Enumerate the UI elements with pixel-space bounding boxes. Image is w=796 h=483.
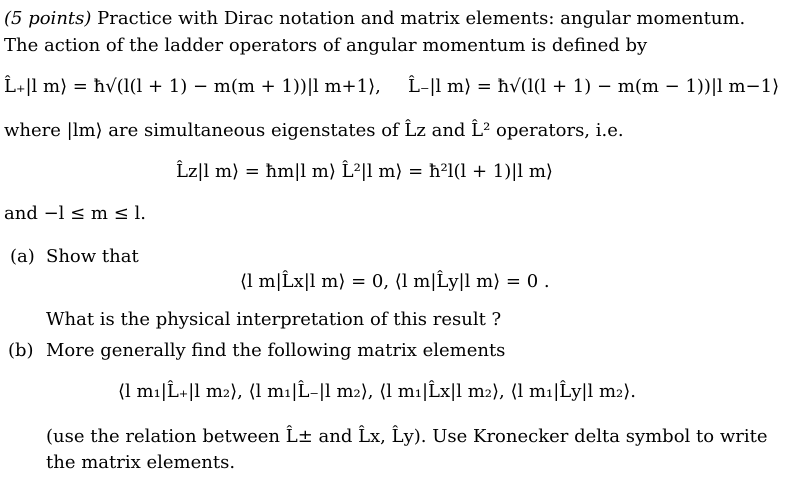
part-a-question: What is the physical interpretation of this result ? bbox=[46, 309, 502, 330]
range-text: and −l ≤ m ≤ l. bbox=[4, 203, 147, 224]
part-b-equation: ⟨l m₁|L̂₊|l m₂⟩, ⟨l m₁|L̂₋|l m₂⟩, ⟨l m₁|L̂x|l m₂⟩, ⟨l m₁|L̂y|l m₂⟩. bbox=[118, 381, 636, 402]
eigenstate-text: where |lm⟩ are simultaneous eigenstates of L̂z and L̂² operators, i.e. bbox=[4, 120, 624, 141]
intro-text: The action of the ladder operators of angular momentum is defined by bbox=[4, 35, 648, 56]
equation-ladder-plus: L̂₊|l m⟩ = ħ√(l(l + 1) − m(m + 1))|l m+1⟩, bbox=[4, 76, 381, 97]
part-b-label: (b) bbox=[8, 340, 34, 361]
part-a-label: (a) bbox=[10, 246, 35, 267]
part-b-hint-line-2: the matrix elements. bbox=[46, 452, 236, 473]
part-b-text: More generally find the following matrix elements bbox=[46, 340, 506, 361]
part-a-equation: ⟨l m|L̂x|l m⟩ = 0, ⟨l m|L̂y|l m⟩ = 0 . bbox=[240, 271, 550, 292]
equation-ladder-minus: L̂₋|l m⟩ = ħ√(l(l + 1) − m(m − 1))|l m−1⟩ bbox=[408, 76, 780, 97]
points-label: (5 points) bbox=[4, 8, 92, 29]
part-b-hint-line-1: (use the relation between L̂± and L̂x, L̂y). Use Kronecker delta symbol to write bbox=[46, 426, 768, 447]
problem-header bbox=[4, 10, 745, 28]
problem-title: Practice with Dirac notation and matrix elements: angular momentum. bbox=[97, 8, 746, 29]
equation-eigenvalues: L̂z|l m⟩ = ħm|l m⟩ L̂²|l m⟩ = ħ²l(l + 1)|l m⟩ bbox=[176, 161, 553, 182]
part-a-text: Show that bbox=[46, 246, 139, 267]
